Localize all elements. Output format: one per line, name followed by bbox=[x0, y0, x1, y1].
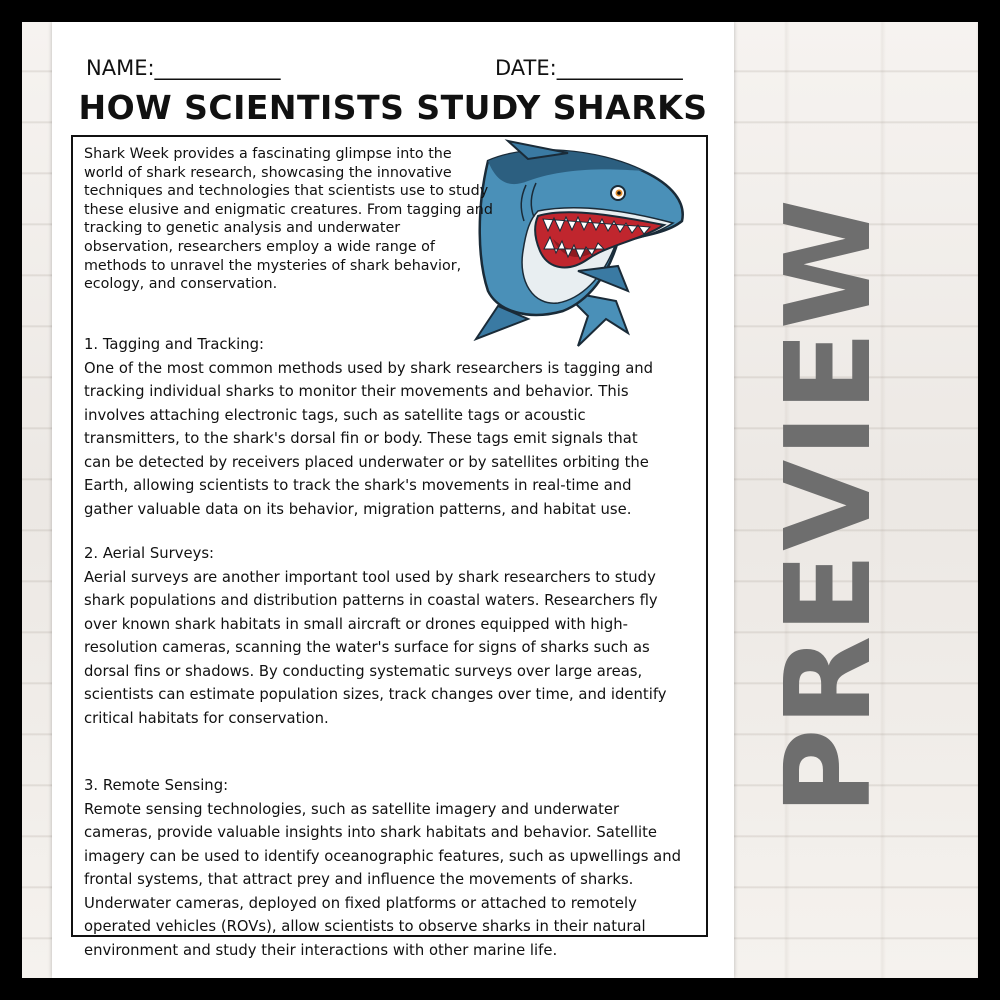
intro-line: ecology, and conservation. bbox=[84, 276, 278, 293]
preview-watermark: PREVIEW bbox=[759, 197, 897, 815]
name-field-label: NAME:____________ bbox=[86, 56, 281, 80]
section-line: shark populations and distribution patterns in coastal waters. Researchers fly bbox=[84, 592, 658, 609]
section-line: Underwater cameras, deployed on fixed platforms or attached to remotely bbox=[84, 894, 637, 912]
section-line: imagery can be used to identify oceanographic features, such as upwellings and bbox=[84, 847, 681, 865]
section-line: Aerial surveys are another important tool used by shark researchers to study bbox=[84, 568, 656, 586]
section-line: involves attaching electronic tags, such as satellite tags or acoustic bbox=[84, 406, 586, 424]
section-heading: 3. Remote Sensing: bbox=[84, 777, 229, 794]
section-line: One of the most common methods used by shark researchers is tagging and bbox=[84, 359, 654, 377]
intro-paragraph bbox=[84, 145, 504, 294]
section-line: dorsal fins or shadows. By conducting systematic surveys over large areas, bbox=[84, 662, 643, 680]
intro-line: Shark Week provides a fascinating glimpse into the bbox=[84, 146, 452, 162]
intro-line: methods to unravel the mysteries of shark behavior, bbox=[84, 257, 462, 274]
worksheet-preview-frame bbox=[22, 22, 978, 978]
intro-line: observation, researchers employ a wide range of bbox=[84, 238, 435, 255]
section-aerial-surveys bbox=[84, 542, 704, 730]
section-tagging-tracking bbox=[84, 333, 704, 521]
section-heading: 1. Tagging and Tracking: bbox=[84, 336, 264, 353]
intro-line: these elusive and enigmatic creatures. From tagging and bbox=[84, 201, 493, 218]
section-line: tracking individual sharks to monitor their movements and behavior. This bbox=[84, 383, 629, 400]
reading-passage-box bbox=[71, 135, 708, 959]
section-line: gather valuable data on its behavior, migration patterns, and habitat use. bbox=[84, 500, 632, 518]
section-line: operated vehicles (ROVs), allow scientists to observe sharks in their natural bbox=[84, 918, 646, 935]
worksheet-page bbox=[52, 22, 734, 978]
date-field-label: DATE:____________ bbox=[495, 56, 683, 80]
intro-line: techniques and technologies that scientists use to study bbox=[84, 183, 489, 200]
section-line: environment and study their interactions with other marine life. bbox=[84, 941, 558, 959]
intro-line: world of shark research, showcasing the innovative bbox=[84, 164, 452, 181]
section-line: cameras, provide valuable insights into shark habitats and behavior. Satellite bbox=[84, 824, 657, 841]
section-line: critical habitats for conservation. bbox=[84, 709, 329, 727]
section-line: can be detected by receivers placed underwater or by satellites orbiting the bbox=[84, 453, 649, 471]
section-line: scientists can estimate population sizes, track changes over time, and identify bbox=[84, 686, 667, 703]
section-heading: 2. Aerial Surveys: bbox=[84, 545, 215, 562]
section-line: over known shark habitats in small aircraft or drones equipped with high- bbox=[84, 615, 629, 633]
section-line: Remote sensing technologies, such as satellite imagery and underwater bbox=[84, 800, 620, 818]
section-line: Earth, allowing scientists to track the shark's movements in real-time and bbox=[84, 477, 632, 494]
intro-line: tracking to genetic analysis and underwater bbox=[84, 220, 401, 237]
section-remote-sensing bbox=[84, 774, 704, 962]
section-line: transmitters, to the shark's dorsal fin or body. These tags emit signals that bbox=[84, 430, 638, 447]
page-title: HOW SCIENTISTS STUDY SHARKS bbox=[78, 88, 708, 127]
section-line: resolution cameras, scanning the water's surface for signs of sharks such as bbox=[84, 639, 650, 656]
section-line: frontal systems, that attract prey and influence the movements of sharks. bbox=[84, 871, 634, 888]
